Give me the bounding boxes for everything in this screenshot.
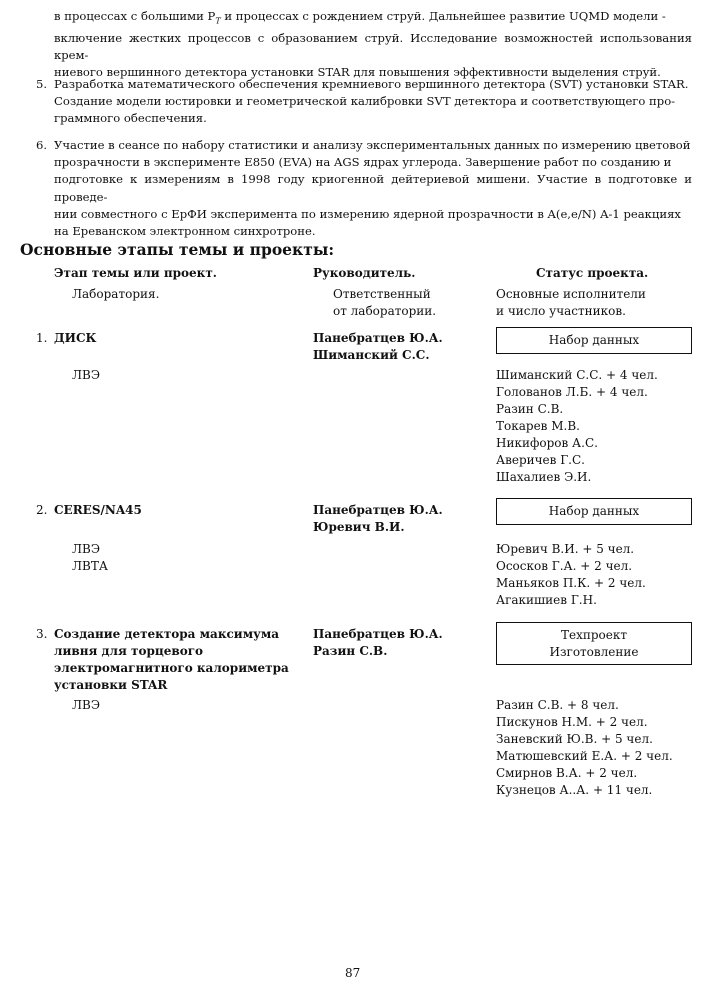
col1-sub: Лаборатория. — [72, 287, 160, 301]
col3-sub: Основные исполнители и число участников. — [496, 287, 646, 318]
person: Маньяков П.К. + 2 чел. — [496, 576, 646, 590]
project-3-status-box: Техпроект Изготовление — [496, 622, 692, 665]
person: Никифоров А.С. — [496, 436, 598, 450]
project-1-leaders: Панебратцев Ю.А. Шиманский С.С. — [313, 331, 443, 362]
item-5-text: Разработка математического обеспечения кремниевого вершинного детектора (SVT) установки STAR. Создание модели юстировки и геометрической калибровки SVT детектора и соответствующего про- граммного обеспечения. — [54, 77, 689, 126]
project-2-leaders: Панебратцев Ю.А. Юревич В.И. — [313, 503, 443, 534]
person: Матюшевский Е.А. + 2 чел. — [496, 749, 673, 763]
person: Разин С.В. + 8 чел. — [496, 698, 619, 712]
project-1-number: 1. — [36, 331, 48, 345]
project-3-people — [496, 697, 673, 799]
page-number: 87 — [345, 966, 361, 980]
project-3-leaders: Панебратцев Ю.А. Разин С.В. — [313, 627, 443, 658]
col1-title: Этап темы или проект. — [54, 266, 217, 280]
project-3-number: 3. — [36, 627, 48, 641]
project-3-lab: ЛВЭ — [72, 698, 101, 712]
intro-line-1: в процессах с большими $P_T$ и процессах с рождением струй. Дальнейшее развитие UQMD модели - — [54, 9, 666, 26]
item-6-text: Участие в сеансе по набору статистики и анализу экспериментальных данных по измерению цветовой прозрачности в эксперименте E850 (EVA) на AGS ядрах углерода. Завершение работ по созданию и подготовке к измерениям в 1998 году криогенной дейтериевой мишени. Участие в подготовке и проведе- нии совместного с ЕрФИ эксперимента по измерению ядерной прозрачности в A(e,e/N) A-1 реакциях на Ереванском электронном синхротроне. — [54, 138, 692, 239]
person: Юревич В.И. + 5 чел. — [496, 542, 635, 556]
section-title: Основные этапы темы и проекты: — [20, 240, 335, 259]
person: Разин С.В. — [496, 402, 564, 416]
intro-line-3: ниевого вершинного детектора установки STAR для повышения эффективности выделения струй. — [54, 64, 661, 79]
col2-title: Руководитель. — [313, 266, 416, 280]
col2-sub: Ответственный от лаборатории. — [333, 287, 437, 318]
person: Шахалиев Э.И. — [496, 470, 592, 484]
item-6-number: 6. — [36, 138, 48, 152]
project-2-labs: ЛВЭ ЛВТА — [72, 542, 108, 573]
project-1-lab: ЛВЭ — [72, 368, 101, 382]
intro-paragraph — [54, 8, 692, 81]
project-1-people — [496, 367, 658, 486]
col3-title: Статус проекта. — [536, 266, 649, 280]
person: Шиманский С.С. + 4 чел. — [496, 368, 658, 382]
project-1-status-box: Набор данных — [496, 327, 692, 354]
person: Пискунов Н.М. + 2 чел. — [496, 715, 648, 729]
person: Агакишиев Г.Н. — [496, 593, 597, 607]
project-2-number: 2. — [36, 503, 48, 517]
project-1-title: ДИСК — [54, 331, 97, 345]
project-2-title: CERES/NA45 — [54, 503, 142, 517]
item-5-number: 5. — [36, 77, 48, 91]
person: Аверичев Г.С. — [496, 453, 585, 467]
person: Заневский Ю.В. + 5 чел. — [496, 732, 653, 746]
person: Ососков Г.А. + 2 чел. — [496, 559, 633, 573]
person: Голованов Л.Б. + 4 чел. — [496, 385, 648, 399]
person: Токарев М.В. — [496, 419, 580, 433]
project-2-status-box: Набор данных — [496, 498, 692, 525]
person: Кузнецов А..А. + 11 чел. — [496, 783, 653, 797]
intro-line-2: включение жестких процессов с образованием струй. Исследование возможностей использования крем- — [54, 30, 692, 62]
project-3-title: Создание детектора максимума ливня для торцевого электромагнитного калориметра установки STAR — [54, 627, 289, 692]
project-2-people — [496, 541, 646, 609]
person: Смирнов В.А. + 2 чел. — [496, 766, 638, 780]
